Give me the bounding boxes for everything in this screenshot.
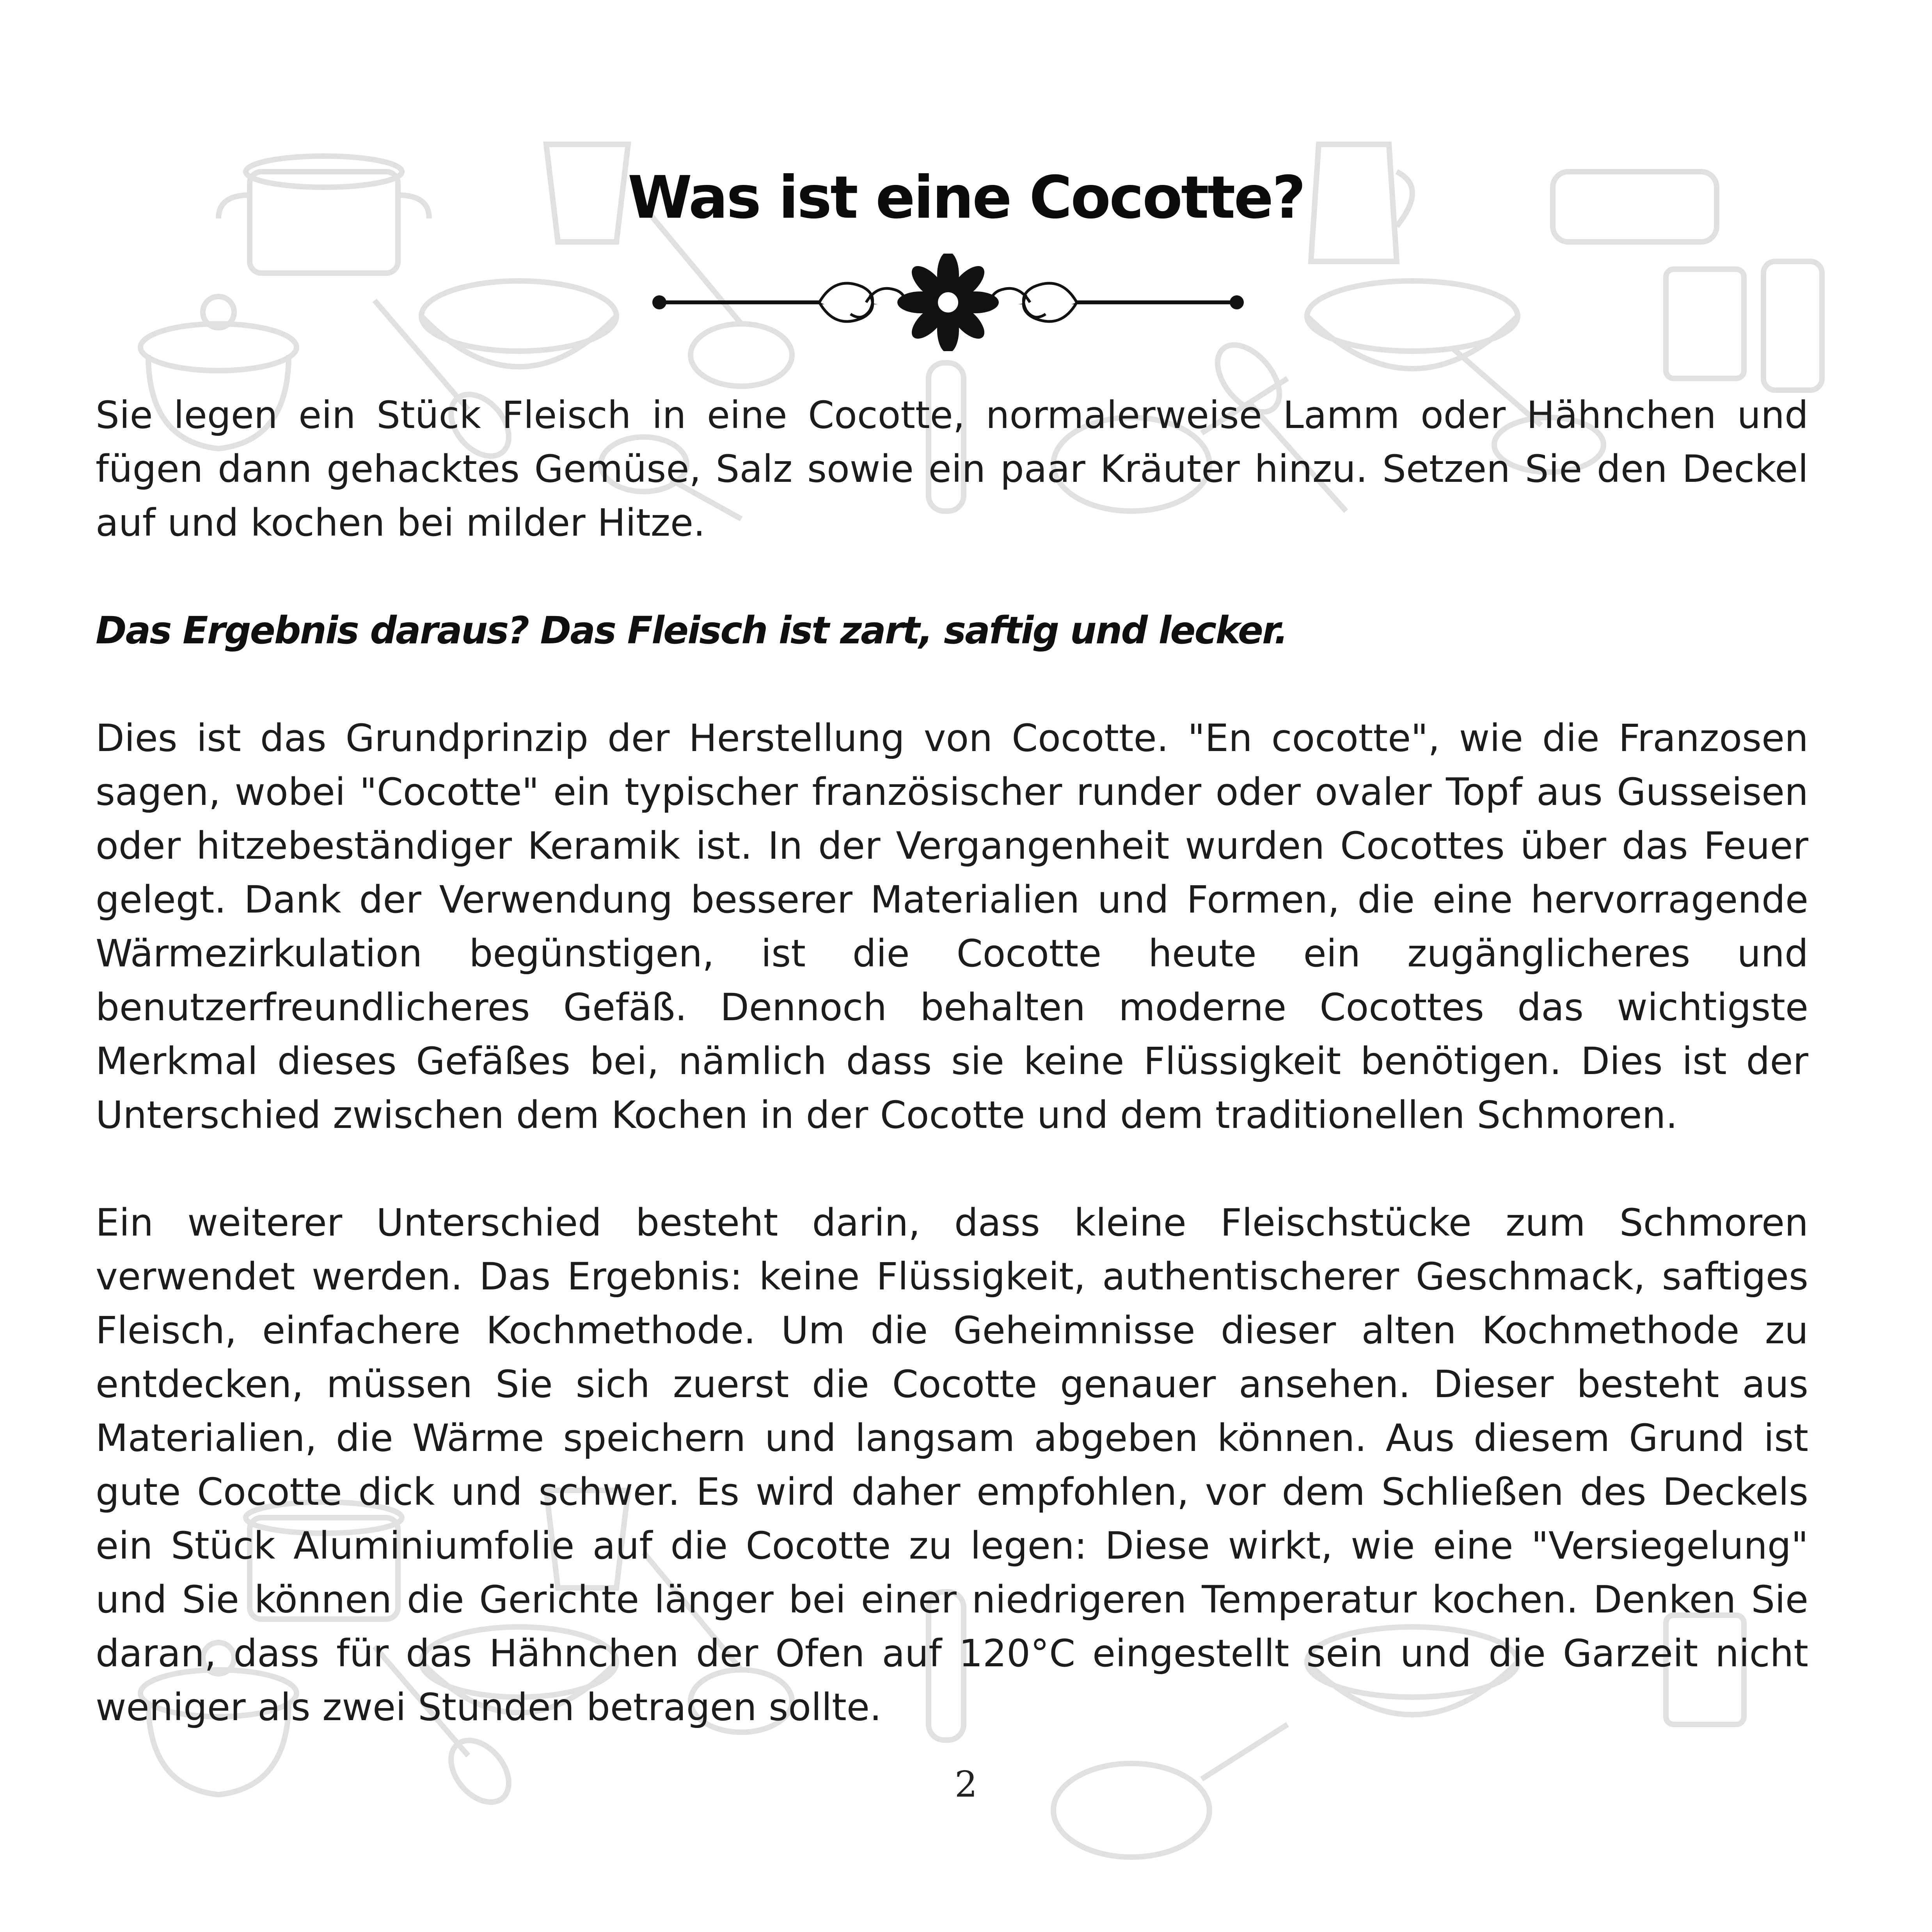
floral-divider-icon: [648, 254, 1248, 351]
paragraph-intro: Sie legen ein Stück Fleisch in eine Cocotte, normalerweise Lamm oder Hähnchen und fügen dann gehacktes Gemüse, Salz sowie ein paar Kräuter hinzu. Setzen Sie den Deckel auf und kochen bei milder Hitze.: [96, 393, 1808, 545]
grater-icon: [1666, 261, 1822, 390]
paragraph-principle: Dies ist das Grundprinzip der Herstellung von Cocotte. "En cocotte", wie die Franzosen sagen, wobei "Cocotte" ein typischer französischer runder oder ovaler Topf aus Gusseisen oder hitzebeständiger Keramik ist. In der Vergangenheit wurden Cocottes über das Feuer gelegt. Dank der Verwendung besserer Materialien und Formen, die eine hervorragende Wärmezirkulation begünstigen, ist die Cocotte heute ein zugänglicheres und benutzerfreundlicheres Gefäß. Dennoch behalten moderne Cocottes das wichtigste Merkmal dieses Gefäßes bei, nämlich dass sie keine Flüssigkeit benötigen. Dies ist der Unterschied zwischen dem Kochen in der Cocotte und dem traditionellen Schmoren.: [96, 716, 1808, 1137]
bowl-icon: [421, 281, 616, 367]
paragraph-result: Das Ergebnis daraus? Das Fleisch ist zart, saftig und lecker.: [96, 609, 1287, 652]
page-number: 2: [954, 1763, 978, 1805]
paragraph-difference: Ein weiterer Unterschied besteht darin, dass kleine Fleischstücke zum Schmoren verwendet werden. Das Ergebnis: keine Flüssigkeit, authentischerer Geschmack, saftiges Fleisch, einfachere Kochmethode. Um die Geheimnisse dieser alten Kochmethode zu entdecken, müssen Sie sich zuerst die Cocotte genauer ansehen. Dieser besteht aus Materialien, die Wärme speichern und langsam abgeben können. Aus diesem Grund ist gute Cocotte dick und schwer. Es wird daher empfohlen, vor dem Schließen des Deckels ein Stück Aluminiumfolie auf die Cocotte zu legen: Diese wirkt, wie eine "Versiegelung" und Sie können die Gerichte länger bei einer niedrigeren Temperatur kochen. Denken Sie daran, dass für das Hähnchen der Ofen auf 120°C eingestellt sein und die Garzeit nicht weniger als zwei Stunden betragen sollte.: [96, 1201, 1808, 1729]
bowl-icon: [1307, 281, 1518, 369]
page-title: Was ist eine Cocotte?: [627, 164, 1305, 232]
body-text: [96, 388, 1808, 1734]
